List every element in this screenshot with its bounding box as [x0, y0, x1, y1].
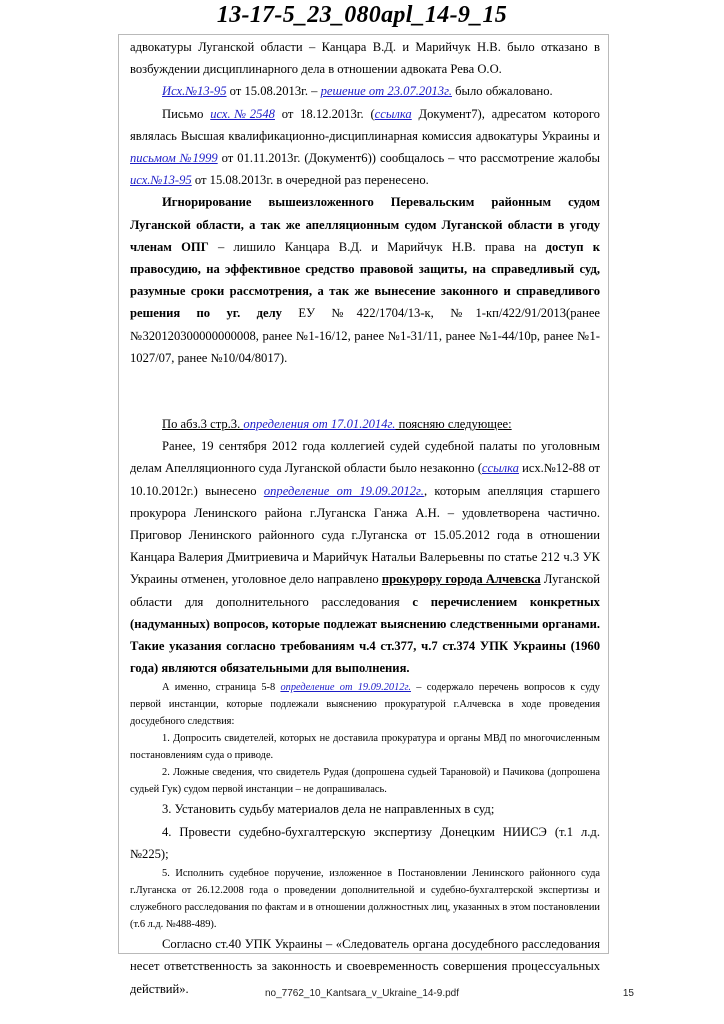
page-header-title: 13-17-5_23_080apl_14-9_15 — [216, 2, 508, 28]
ruling-link[interactable]: определения от 17.01.2014г. — [243, 417, 396, 432]
paragraph-4-bold: Игнорирование вышеизложенного Перевальским районным судом Луганской области, а так же апелляционным судом Луганской области в угоду членам ОПГ — [130, 195, 600, 254]
paragraph-1-text: адвокатуры Луганской области – Канцара В.Д. и Марийчук Н.В. было отказано в возбуждении дисциплинарного дела в отношении адвоката Рева О.О. — [130, 40, 600, 77]
paragraph-3-text-3: Документ7), адресатом которого являлась Высшая квалификационно-дисциплинарная комиссия адвокатуры Украины и — [130, 106, 600, 143]
paragraph-3-text: Письмо — [162, 106, 211, 121]
ruling-2012-link-2[interactable]: определение от 19.09.2012г. — [280, 682, 411, 694]
paragraph-6-text-4: Луганской области для дополнительного расследования — [130, 572, 600, 609]
footer-filename: no_7762_10_Kantsara_v_Ukraine_14-9.pdf — [264, 988, 460, 999]
list-item-2: 2. Ложные сведения, что свидетель Рудая (допрошена судьей Тарановой) и Пачикова (допрошена судьей Гук) судом первой инстанции – не допрашивалась. — [130, 767, 600, 796]
paragraph-2-text: от 15.08.2013г. – — [226, 84, 321, 99]
list-item-1: 1. Допросить свидетелей, которых не доставила прокуратура и органы МВД по многочисленным постановлениям суда о приводе. — [130, 733, 600, 762]
paragraph-3-text-2: от 18.12.2013г. ( — [274, 106, 375, 121]
reference-link-2[interactable]: ссылка — [481, 461, 519, 476]
paragraph-4-text: – лишило Канцара В.Д. и Марийчук Н.В. права на — [208, 239, 546, 254]
paragraph-1 — [130, 36, 600, 80]
paragraph-4 — [130, 191, 600, 369]
outgoing-letter-link-2[interactable]: исх.№13-95 — [130, 173, 192, 188]
paragraph-8: Согласно ст.40 УПК Украины – «Следователь органа досудебного расследования несет ответственность за законность и своевременность совершения процессуальных действий». — [130, 937, 600, 996]
list-item-5: 5. Исполнить судебное поручение, изложенное в Постановлении Ленинского районного суда г.Луганска от 26.12.2008 года о проведении дополнительной и судебно-бухгалтерской экспертизы и служебного расследования по фактам и в отношении должностных лиц, указанных в этом постановлении (т.6 л.д. №488-489). — [130, 868, 600, 931]
letter-2548-link[interactable]: исх.№2548 — [210, 106, 275, 121]
paragraph-6-text-2: исх.№12-88 от 10.10.2012г.) вынесено — [130, 461, 601, 498]
decision-link[interactable]: решение от 23.07.2013г. — [320, 84, 452, 99]
paragraph-5-tail: поясняю следующее: — [395, 417, 512, 432]
paragraph-6-text-3: , которым апелляция старшего прокурора Ленинского района г.Луганска Ганжа А.Н. – удовлетворена частично. Приговор Ленинского районного суда г.Луганска от 15.05.2012 года в отношении Канцара Валерия Дмитриевича и Марийчук Натальи Валерьевны по статье 212 ч.3 УК Украины отменен, уголовное дело направлено — [130, 483, 600, 587]
footer-page-number: 15 — [622, 988, 634, 999]
paragraph-gap — [130, 369, 600, 413]
paragraph-4-text-2: ЕУ №422/1704/13-к, №1-кп/422/91/2013(ранее №320120300000000008, ранее №1-16/12, ранее №1-31/11, ранее №1-44/10р, ранее №1-1027/07, ранее №10/04/8017). — [130, 306, 600, 365]
paragraph-3 — [130, 103, 600, 192]
paragraph-3-text-4: от 01.11.2013г. (Документ6)) сообщалось – что рассмотрение жалобы — [217, 151, 600, 166]
paragraph-6-text: Ранее, 19 сентября 2012 года коллегией судей судебной палаты по уголовным делам Апелляционного суда Луганской области было незаконно ( — [130, 439, 600, 476]
paragraph-7-text: А именно, страница 5-8 — [162, 682, 281, 694]
reference-link[interactable]: ссылка — [374, 106, 412, 121]
paragraph-2-tail: было обжаловано. — [451, 84, 553, 99]
outgoing-letter-link[interactable]: Исх.№13-95 — [162, 84, 227, 99]
paragraph-5 — [130, 413, 600, 435]
paragraph-3-text-5: от 15.08.2013г. в очередной раз перенесено. — [191, 173, 429, 188]
paragraph-7-text-2: – содержало перечень вопросов к суду первой инстанции, которые подлежали выяснению прокуратурой г.Алчевска в ходе проведения досудебного следствия: — [130, 682, 600, 728]
paragraph-6-bold: прокурору города Алчевска — [381, 572, 541, 587]
paragraph-4-bold-2: доступ к правосудию, на эффективное средство правовой защиты, на справедливый суд, разумные сроки рассмотрения, а так же вынесение законного и справедливого решения по уг. делу — [130, 239, 600, 321]
letter-1999-link[interactable]: письмом №1999 — [130, 151, 218, 166]
paragraph-6 — [130, 435, 600, 679]
document-body — [130, 36, 600, 1000]
paragraph-2 — [130, 80, 600, 102]
ruling-2012-link[interactable]: определение от 19.09.2012г. — [263, 483, 424, 498]
list-item-3: 3. Установить судьбу материалов дела не направленных в суд; — [162, 802, 495, 817]
paragraph-7 — [130, 679, 600, 730]
paragraph-5-text: По абз.3 стр.3. — [162, 417, 244, 432]
paragraph-6-bold-2: с перечислением конкретных (надуманных) вопросов, которые подлежат выяснению следственными органами. Такие указания согласно требованиям ч.4 ст.377, ч.7 ст.374 УПК Украины (1960 года) являются обязательными для выполнения. — [130, 594, 600, 676]
list-item-4: 4. Провести судебно-бухгалтерскую экспертизу Донецким НИИСЭ (т.1 л.д. №225); — [130, 824, 600, 861]
